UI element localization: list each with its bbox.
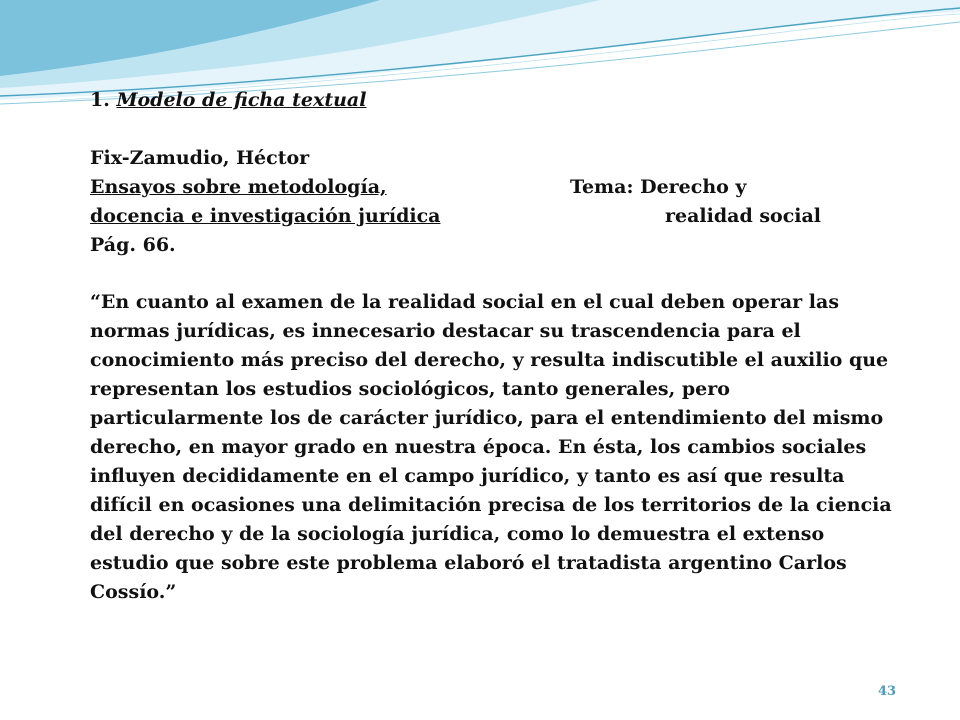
quote-line: representan los estudios sociológicos, tanto generales, pero xyxy=(90,378,730,400)
quote-line: difícil en ocasiones una delimitación precisa de los territorios de la ciencia xyxy=(90,494,892,516)
card-quote xyxy=(90,288,920,607)
heading-title: Modelo de ficha textual xyxy=(116,89,367,111)
quote-line: derecho, en mayor grado en nuestra época. En ésta, los cambios sociales xyxy=(90,436,867,458)
card-author: Fix-Zamudio, Héctor xyxy=(90,147,310,169)
quote-line: particularmente los de carácter jurídico, para el entendimiento del mismo xyxy=(90,407,884,429)
section-heading xyxy=(90,86,366,115)
quote-line: normas jurídicas, es innecesario destacar su trascendencia para el xyxy=(90,320,801,342)
card-topic-line2: realidad social xyxy=(665,205,822,227)
quote-line: estudio que sobre este problema elaboró el tratadista argentino Carlos xyxy=(90,552,847,574)
page-number: 43 xyxy=(878,684,897,699)
quote-line: “En cuanto al examen de la realidad social en el cual deben operar las xyxy=(90,291,840,313)
quote-line: conocimiento más preciso del derecho, y resulta indiscutible el auxilio que xyxy=(90,349,889,371)
card-work-title-line2: docencia e investigación jurídica xyxy=(90,205,441,227)
card-page-reference: Pág. 66. xyxy=(90,234,176,256)
card-work-title-line1: Ensayos sobre metodología, xyxy=(90,176,387,198)
heading-number: 1. xyxy=(90,89,117,111)
quote-line: del derecho y de la sociología jurídica, como lo demuestra el extenso xyxy=(90,523,825,545)
quote-line: Cossío.” xyxy=(90,581,177,603)
quote-line: influyen decididamente en el campo jurídico, y tanto es así que resulta xyxy=(90,465,845,487)
card-topic-line1: Tema: Derecho y xyxy=(570,176,747,198)
